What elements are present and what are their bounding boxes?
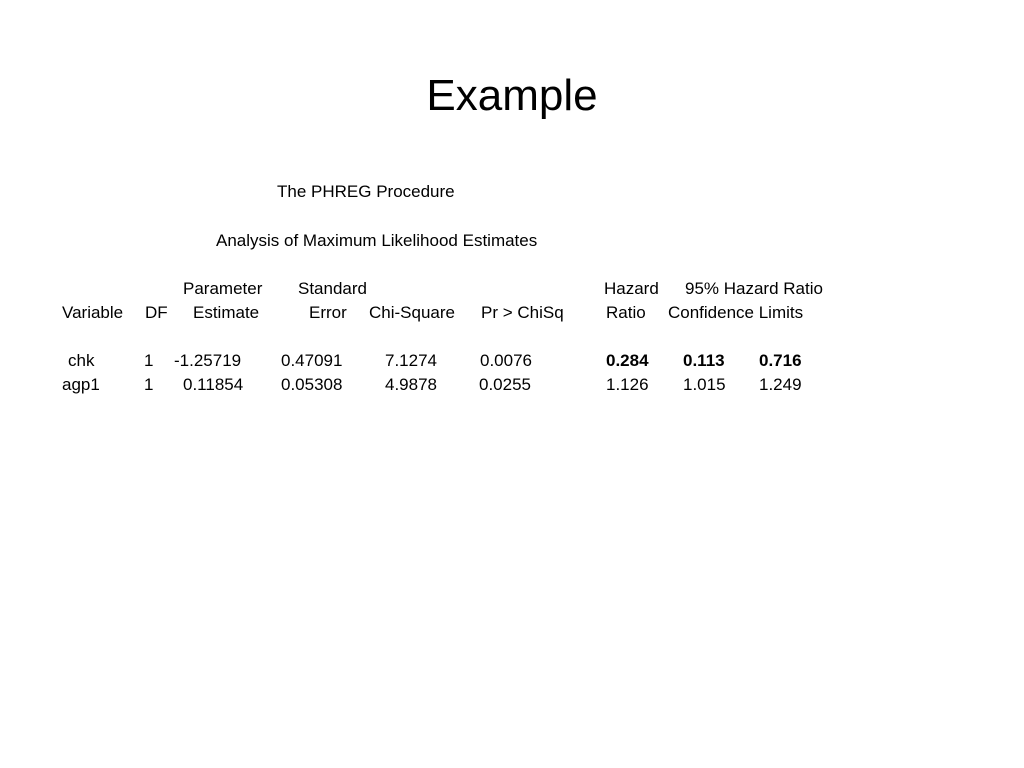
header-hazard-ratio-ci: 95% Hazard Ratio [685,279,823,298]
header-error: Error [309,303,347,322]
row-p-value: 0.0076 [480,351,532,370]
row-variable: agp1 [62,375,100,394]
row-df: 1 [144,375,154,394]
row-error: 0.47091 [281,351,343,370]
procedure-title: The PHREG Procedure [277,182,455,201]
row-chi-square: 7.1274 [385,351,437,370]
row-lower-limit: 0.113 [683,351,725,370]
header-df: DF [145,303,168,322]
row-hazard-ratio: 1.126 [606,375,649,394]
header-confidence-limits: Confidence Limits [668,303,804,322]
row-lower-limit: 1.015 [683,375,726,394]
row-estimate: 0.11854 [183,375,244,394]
header-variable: Variable [62,303,124,322]
header-estimate: Estimate [193,303,260,322]
section-title: Analysis of Maximum Likelihood Estimates [216,231,538,250]
slide-title: Example [426,71,598,120]
row-hazard-ratio: 0.284 [606,351,649,370]
header-parameter: Parameter [183,279,263,298]
row-chi-square: 4.9878 [385,375,437,394]
header-standard: Standard [298,279,367,298]
row-variable: chk [68,351,95,370]
header-ratio: Ratio [606,303,646,322]
row-estimate: -1.25719 [174,351,242,370]
row-upper-limit: 1.249 [759,375,802,394]
header-p-value: Pr > ChiSq [481,303,564,322]
header-hazard: Hazard [604,279,659,298]
row-upper-limit: 0.716 [759,351,802,370]
row-error: 0.05308 [281,375,343,394]
header-chi-square: Chi-Square [369,303,455,322]
row-df: 1 [144,351,154,370]
row-p-value: 0.0255 [479,375,531,394]
